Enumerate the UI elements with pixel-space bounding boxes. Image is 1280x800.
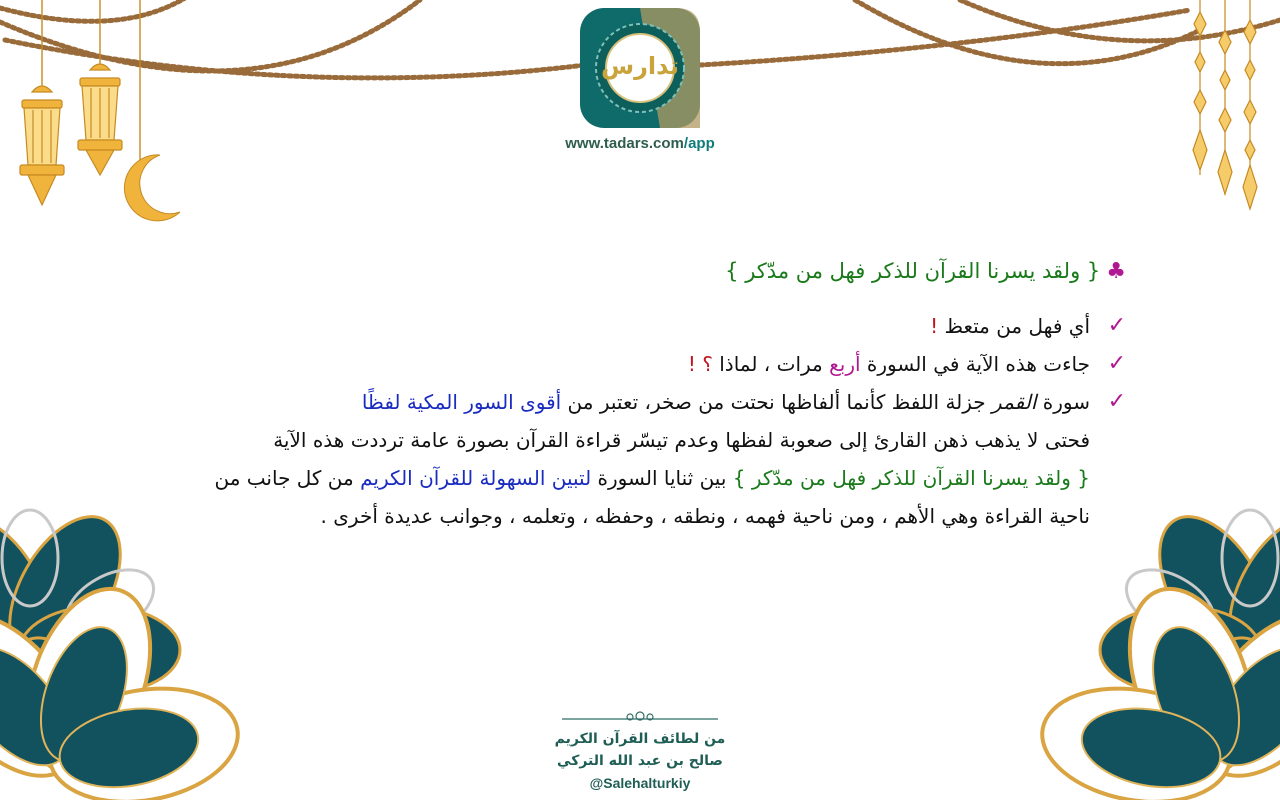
highlight-phrase: لتبين السهولة للقرآن الكريم bbox=[360, 466, 592, 490]
paragraph-text: بين ثنايا السورة bbox=[591, 466, 733, 490]
surah-name: القمر bbox=[992, 390, 1037, 414]
question-mark: ؟ ! bbox=[687, 352, 713, 376]
paragraph-line: ناحية القراءة وهي الأهم ، ومن ناحية فهمه ، ونطقه ، وحفظه ، وتعلمه ، وجوانب عديدة أخرى . bbox=[320, 504, 1090, 528]
bullet-text: مرات ، لماذا bbox=[712, 352, 830, 376]
paragraph-text: من كل جانب من bbox=[214, 466, 361, 490]
club-icon: ♣ bbox=[1106, 259, 1126, 284]
bullet-text: سورة bbox=[1036, 390, 1090, 414]
highlight-phrase: أقوى السور المكية لفظًا bbox=[361, 390, 562, 414]
verse-heading-text: { ولقد يسرنا القرآن للذكر فهل من مدّكر } bbox=[725, 259, 1101, 283]
bullet-text: أي فهل من متعظ bbox=[938, 314, 1090, 338]
bullet-text: جاءت هذه الآية في السورة bbox=[860, 352, 1090, 376]
footer-handle[interactable]: @Salehalturkiy bbox=[589, 775, 691, 791]
footer-author: صالح بن عبد الله التركي bbox=[557, 753, 723, 769]
check-icon: ✓ bbox=[1107, 313, 1126, 338]
highlight-word: أربع bbox=[829, 352, 861, 376]
verse-quote: { ولقد يسرنا القرآن للذكر فهل من مدّكر } bbox=[732, 466, 1090, 490]
site-url-domain[interactable]: www.tadars.com bbox=[565, 135, 684, 152]
bullet-text: جزلة اللفظ كأنما ألفاظها نحتت من صخر، تعتبر من bbox=[561, 390, 993, 414]
footer bbox=[540, 712, 740, 794]
paragraph-line: فحتى لا يذهب ذهن القارئ إلى صعوبة لفظها وعدم تيسّر قراءة القرآن بصورة عامة ترددت هذه الآية bbox=[273, 428, 1090, 452]
check-icon: ✓ bbox=[1107, 389, 1126, 414]
site-url-path[interactable]: /app bbox=[683, 135, 715, 152]
logo-text: تدارس bbox=[600, 52, 680, 80]
exclamation-mark: ! bbox=[930, 314, 939, 338]
footer-series: من لطائف القرآن الكريم bbox=[554, 731, 726, 747]
check-icon: ✓ bbox=[1107, 351, 1126, 376]
